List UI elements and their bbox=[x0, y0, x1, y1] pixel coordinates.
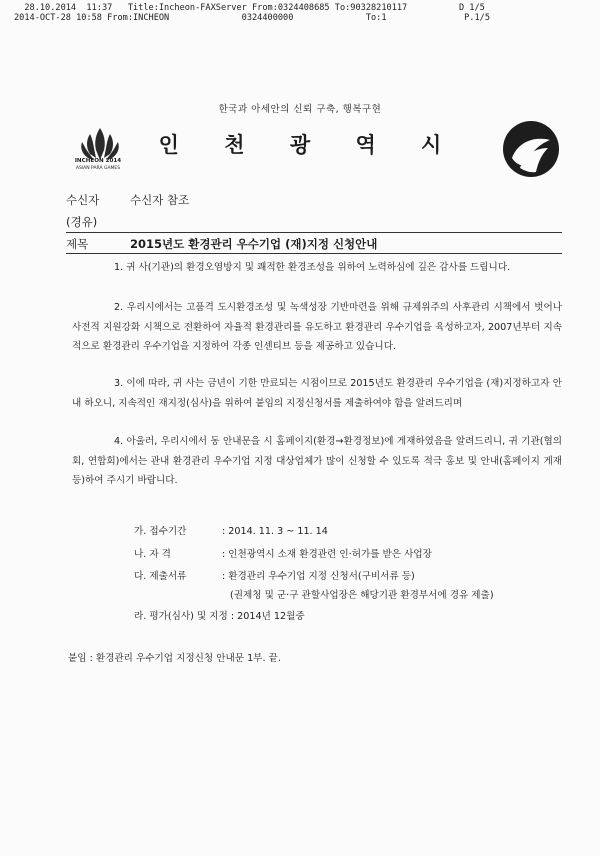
logo-caption-sub: ASIAN PARA GAMES bbox=[75, 166, 121, 171]
logo-caption-main: INCHEON 2014 bbox=[74, 158, 122, 164]
paragraph-2: 2. 우리시에서는 고품격 도시환경조성 및 녹색성장 기반마련을 위해 규제위주의 사후관리 시책에서 벗어나 사전적 지원강화 시책으로 전환하여 자율적 환경관리를 유도하고 환경관리 우수기업을 육성하고자, 2007년부터 지속적으로 환경관리 우수기업을 지정하여 각종 인센티브 등을 제공하고 있습니다. bbox=[72, 302, 562, 353]
item-eligibility-label: 나. 자 격 bbox=[134, 549, 171, 560]
recipient-value: 수신자 참조 bbox=[130, 193, 190, 207]
item-documents-label: 다. 제출서류 bbox=[134, 571, 187, 582]
item-documents-note: (권제청 및 군·구 관할사업장은 해당기관 환경부서에 경유 제출) bbox=[230, 590, 494, 601]
incheon-city-emblem-icon bbox=[500, 118, 562, 180]
item-documents-value: : 환경관리 우수기업 지정 신청서(구비서류 등) bbox=[222, 571, 415, 582]
item-period-value: : 2014. 11. 3 ~ 11. 14 bbox=[222, 526, 328, 537]
paragraph-1: 1. 귀 사(기관)의 환경오염방지 및 쾌적한 환경조성을 위하여 노력하심에 깊은 감사를 드립니다. bbox=[114, 262, 511, 273]
enclosure: 붙임 : 환경관리 우수기업 지정신청 안내문 1부. 끝. bbox=[68, 653, 281, 664]
divider-bottom bbox=[66, 253, 562, 254]
item-evaluation-label: 라. 평가(심사) 및 지정 bbox=[134, 611, 228, 622]
item-period-label: 가. 접수기간 bbox=[134, 526, 187, 537]
item-evaluation bbox=[134, 610, 305, 624]
slogan: 한국과 아세안의 신뢰 구축, 행복구현 bbox=[218, 104, 382, 115]
divider-top bbox=[66, 232, 562, 233]
paragraph-4: 4. 아울러, 우리시에서 동 안내문을 시 홈페이지(환경→환경정보)에 게재하였음을 알려드리니, 귀 기관(협의회, 연합회)에서는 관내 환경관리 우수기업 지정 대상업체가 많이 신청할 수 있도록 적극 홍보 및 안내(홈페이지 게재 등)하여 주시기 바랍니다. bbox=[72, 436, 562, 487]
subject-label: 제목 bbox=[66, 237, 89, 251]
item-evaluation-value: : 2014년 12월중 bbox=[230, 611, 305, 622]
item-period bbox=[134, 525, 328, 539]
fax-header-line-2: 2014-OCT-28 10:58 From:INCHEON 0324400000 To:1 P.1/5 bbox=[14, 13, 490, 23]
subject-value: 2015년도 환경관리 우수기업 (재)지정 신청안내 bbox=[130, 237, 378, 251]
recipient-label: 수신자 bbox=[66, 193, 100, 207]
organization-name: 인 천 광 역 시 bbox=[158, 133, 461, 157]
paragraph-3: 3. 이에 따라, 귀 사는 금년이 기한 만료되는 시점이므로 2015년도 환경관리 우수기업을 (재)지정하고자 안내 하오니, 지속적인 재지정(심사)을 위하여 붙임의 지정신청서를 제출하여야 함을 알려드리며 bbox=[72, 378, 562, 409]
fax-header-line-1: 28.10.2014 11:37 Title:Incheon-FAXServer From:0324408685 To:90328210117 D 1/5 bbox=[14, 3, 485, 13]
item-eligibility-value: : 인천광역시 소재 환경관련 인·허가를 받은 사업장 bbox=[222, 549, 432, 560]
item-documents bbox=[134, 570, 415, 584]
via-label: (경유) bbox=[66, 215, 98, 229]
item-eligibility bbox=[134, 548, 432, 562]
